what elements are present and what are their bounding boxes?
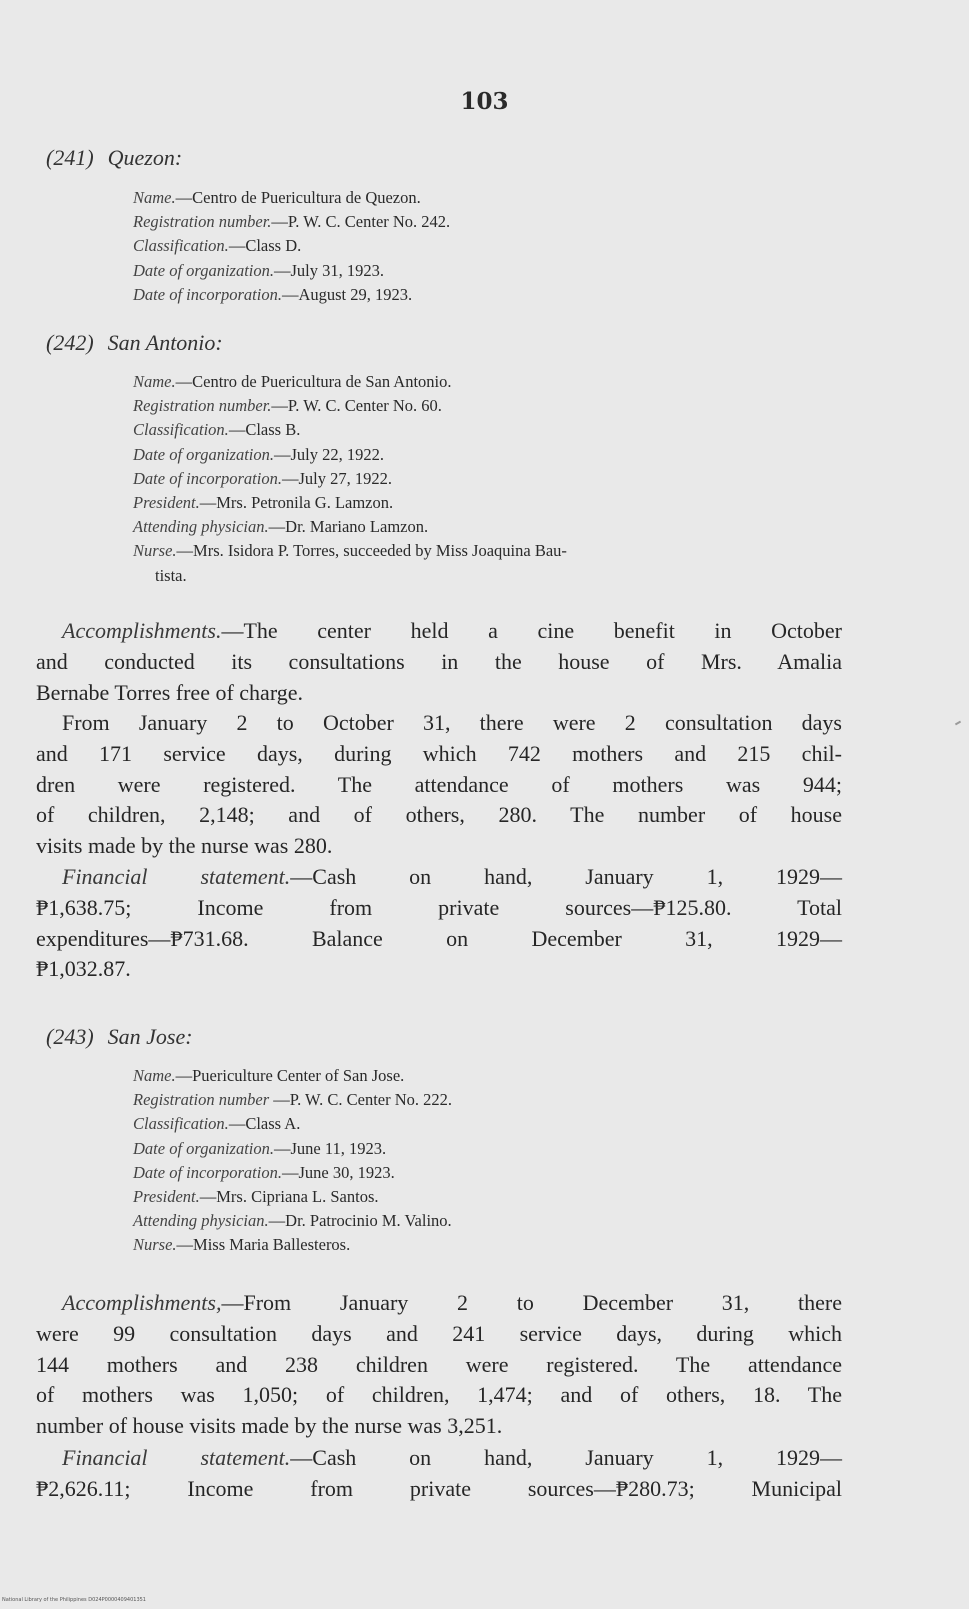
scan-artifact [955,721,961,726]
field-registration-number: Registration number.—P. W. C. Center No. 242. [133,212,451,232]
entry-heading-243 [46,1024,193,1050]
entry-fields-243 [133,1064,873,1258]
entry-heading-242 [46,330,223,356]
paragraph-lead: Accomplishments, [62,1290,222,1315]
paragraph-lead: Financial statement. [62,864,291,889]
field-classification: Classification.—Class B. [133,420,301,440]
footer-attribution: National Library of the Philippines D024P0000409401351 [2,1597,146,1603]
field-date-of-incorporation: Date of incorporation.—August 29, 1923. [133,284,413,304]
field-date-of-incorporation: Date of incorporation.—June 30, 1923. [133,1162,395,1182]
field-nurse: Nurse.—Mrs. Isidora P. Torres, succeeded by Miss Joaquina Bau- tista. [133,539,873,587]
entry-place: San Antonio: [107,330,223,355]
paragraph-lead: Accomplishments. [62,618,222,643]
paragraph-financial-243: Financial statement.—Cash on hand, January 1, 1929— ₱2,626.11; Income from private sources—₱280.73; Municipal [36,1445,842,1501]
field-nurse-continuation: tista. [155,565,187,585]
field-attending-physician: Attending physician.—Dr. Mariano Lamzon. [133,517,429,537]
entry-heading-241 [46,145,182,171]
entry-number: (241) [46,145,94,170]
field-president: President.—Mrs. Cipriana L. Santos. [133,1187,379,1207]
field-registration-number: Registration number —P. W. C. Center No. 222. [133,1090,453,1110]
field-name: Name.—Puericulture Center of San Jose. [133,1066,405,1085]
entry-fields-242 [133,370,873,588]
entry-place: San Jose: [107,1024,193,1049]
entry-place: Quezon: [107,145,183,170]
paragraph-financial-242: Financial statement.—Cash on hand, January 1, 1929— ₱1,638.75; Income from private sources—₱125.80. Total expenditures—₱731.68. Balance on December 31, 1929— ₱1,032.87. [36,864,842,982]
field-name: Namе.—Centro de Puericultura de Quezon. [133,188,421,207]
field-nurse: Nurse.—Miss Maria Ballesteros. [133,1235,351,1255]
field-classification: Classification.—Class A. [133,1114,301,1134]
paragraph-attendance-242: From January 2 to October 31, there were 2 consultation days and 171 service days, during which 742 mothers and 215 chil- dren were registered. The attendance of mothers was 944; of children, 2,148; and of others, 280. The number of house visits made by the nurse was 280. [36,710,842,859]
paragraph-accomplishments-243: Accomplishments,—From January 2 to December 31, there were 99 consultation days and 241 service days, during which 144 mothers and 238 children were registered. The attendance of mothers was 1,050; of children, 1,474; and of others, 18. The number of house visits made by the nurse was 3,251. [36,1290,842,1439]
field-classification: Classification.—Class D. [133,236,302,256]
field-date-of-organization: Date of organization.—July 22, 1922. [133,444,385,464]
field-date-of-incorporation: Date of incorporation.—July 27, 1922. [133,468,392,488]
field-date-of-organization: Date of organization.—July 31, 1923. [133,260,385,280]
entry-number: (243) [46,1024,94,1049]
field-date-of-organization: Date of organization.—June 11, 1923. [133,1138,387,1158]
entry-number: (242) [46,330,94,355]
paragraph-accomplishments-242: Accomplishments.—The center held a cine benefit in October and conducted its consultations in the house of Mrs. Amalia Bernabe Torres free of charge. [36,618,842,705]
field-president: President.—Mrs. Petronila G. Lamzon. [133,493,394,513]
page-number: 103 [460,88,509,115]
paragraph-lead: Financial statement. [62,1445,291,1470]
field-registration-number: Registration number.—P. W. C. Center No. 60. [133,396,442,416]
field-attending-physician: Attending physician.—Dr. Patrocinio M. Valino. [133,1211,452,1231]
field-name: Name.—Centro de Puericultura de San Antonio. [133,372,452,391]
entry-fields-241 [133,186,873,307]
